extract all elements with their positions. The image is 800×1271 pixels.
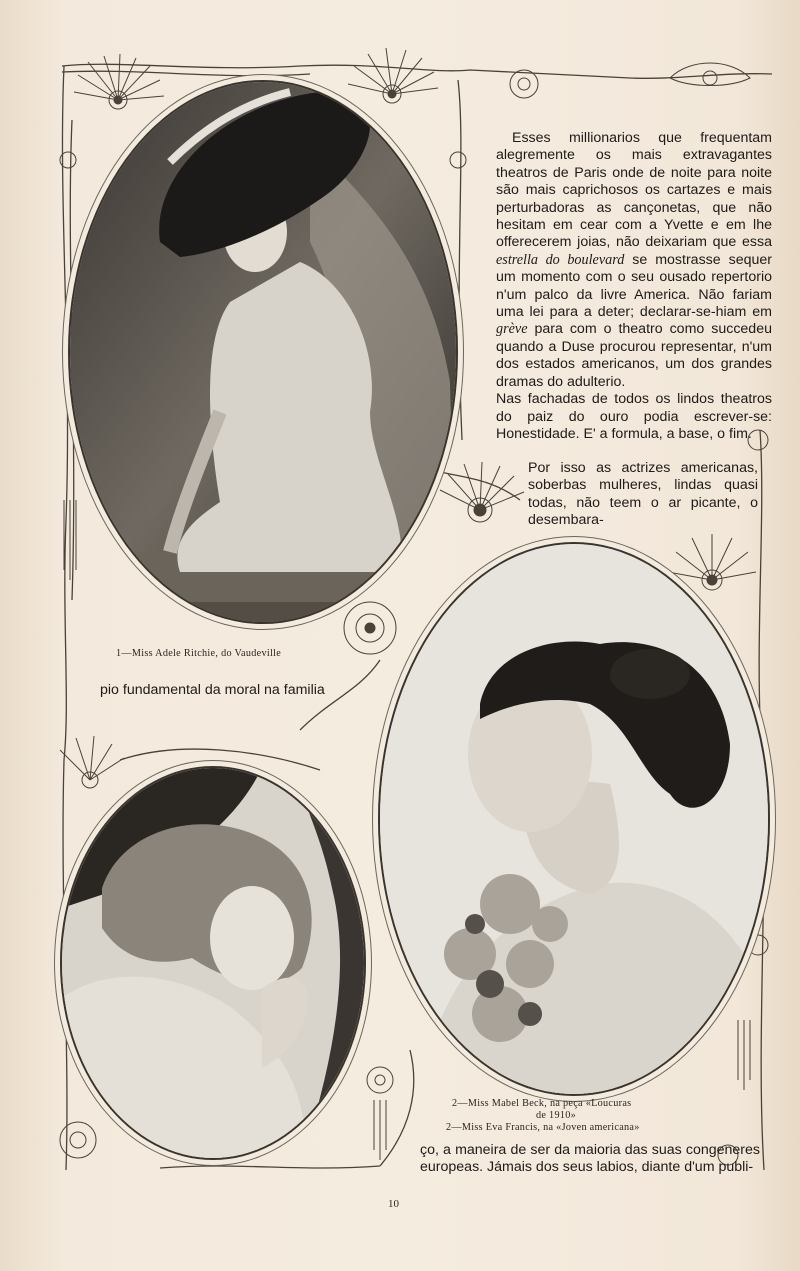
- caption-line-1: 2—Miss Mabel Beck, na peça «Loucuras: [452, 1098, 632, 1109]
- photo-eva-francis: [60, 766, 366, 1160]
- paragraph-1-cont: se mostrasse sequer um momento com o seu ousado repertorio n'um palco da livre America. Não fariam uma lei para a deter; declarar-se-hiam em: [496, 251, 772, 321]
- photo-mabel-beck: [378, 542, 770, 1096]
- paragraph-3: Por isso as actrizes americanas, soberbas mulheres, lindas quasi todas, não teem o ar picante, o desembara-: [528, 460, 758, 529]
- paragraph-1: Esses millionarios que frequentam alegremente os mais extravagantes theatros de Paris onde de noite para noite são mais caprichosos os cartazes e mais perturbadoras as cançonetas, que não hesitam em cear com a Yvette e em lhe offerecerem joias, não deixariam que essa: [496, 130, 772, 251]
- article-column-top: [496, 130, 772, 443]
- portrait-image: [62, 768, 364, 1158]
- article-column-bottom: ço, a maneira de ser da maioria das suas congeneres europeas. Jámais dos seus labios, diante d'um publi-: [420, 1142, 760, 1176]
- portrait-image: [380, 544, 768, 1094]
- paragraph-2: Nas fachadas de todos os lindos theatros do paiz do ouro podia escrever-se: Honestidade. E' a formula, a base, o fim.: [496, 391, 772, 442]
- caption-photo-2: [446, 1098, 746, 1134]
- photo-adele-ritchie: [68, 80, 458, 624]
- caption-line-3: 2—Miss Eva Francis, na «Joven americana»: [446, 1122, 640, 1133]
- caption-photo-1: 1—Miss Adele Ritchie, do Vaudeville: [116, 648, 282, 659]
- emphasis-estrella: estrella do boulevard: [496, 251, 625, 268]
- paragraph-1-end: para com o theatro como succedeu quando a Duse procurou representar, n'um dos estados americanos, um dos grandes dramas do adulterio.: [496, 321, 772, 390]
- page-number: 10: [388, 1198, 399, 1210]
- article-column-left: pio fundamental da moral na familia: [100, 682, 325, 698]
- portrait-image: [70, 82, 456, 622]
- caption-line-2: de 1910»: [536, 1110, 577, 1121]
- emphasis-greve: grève: [496, 321, 528, 338]
